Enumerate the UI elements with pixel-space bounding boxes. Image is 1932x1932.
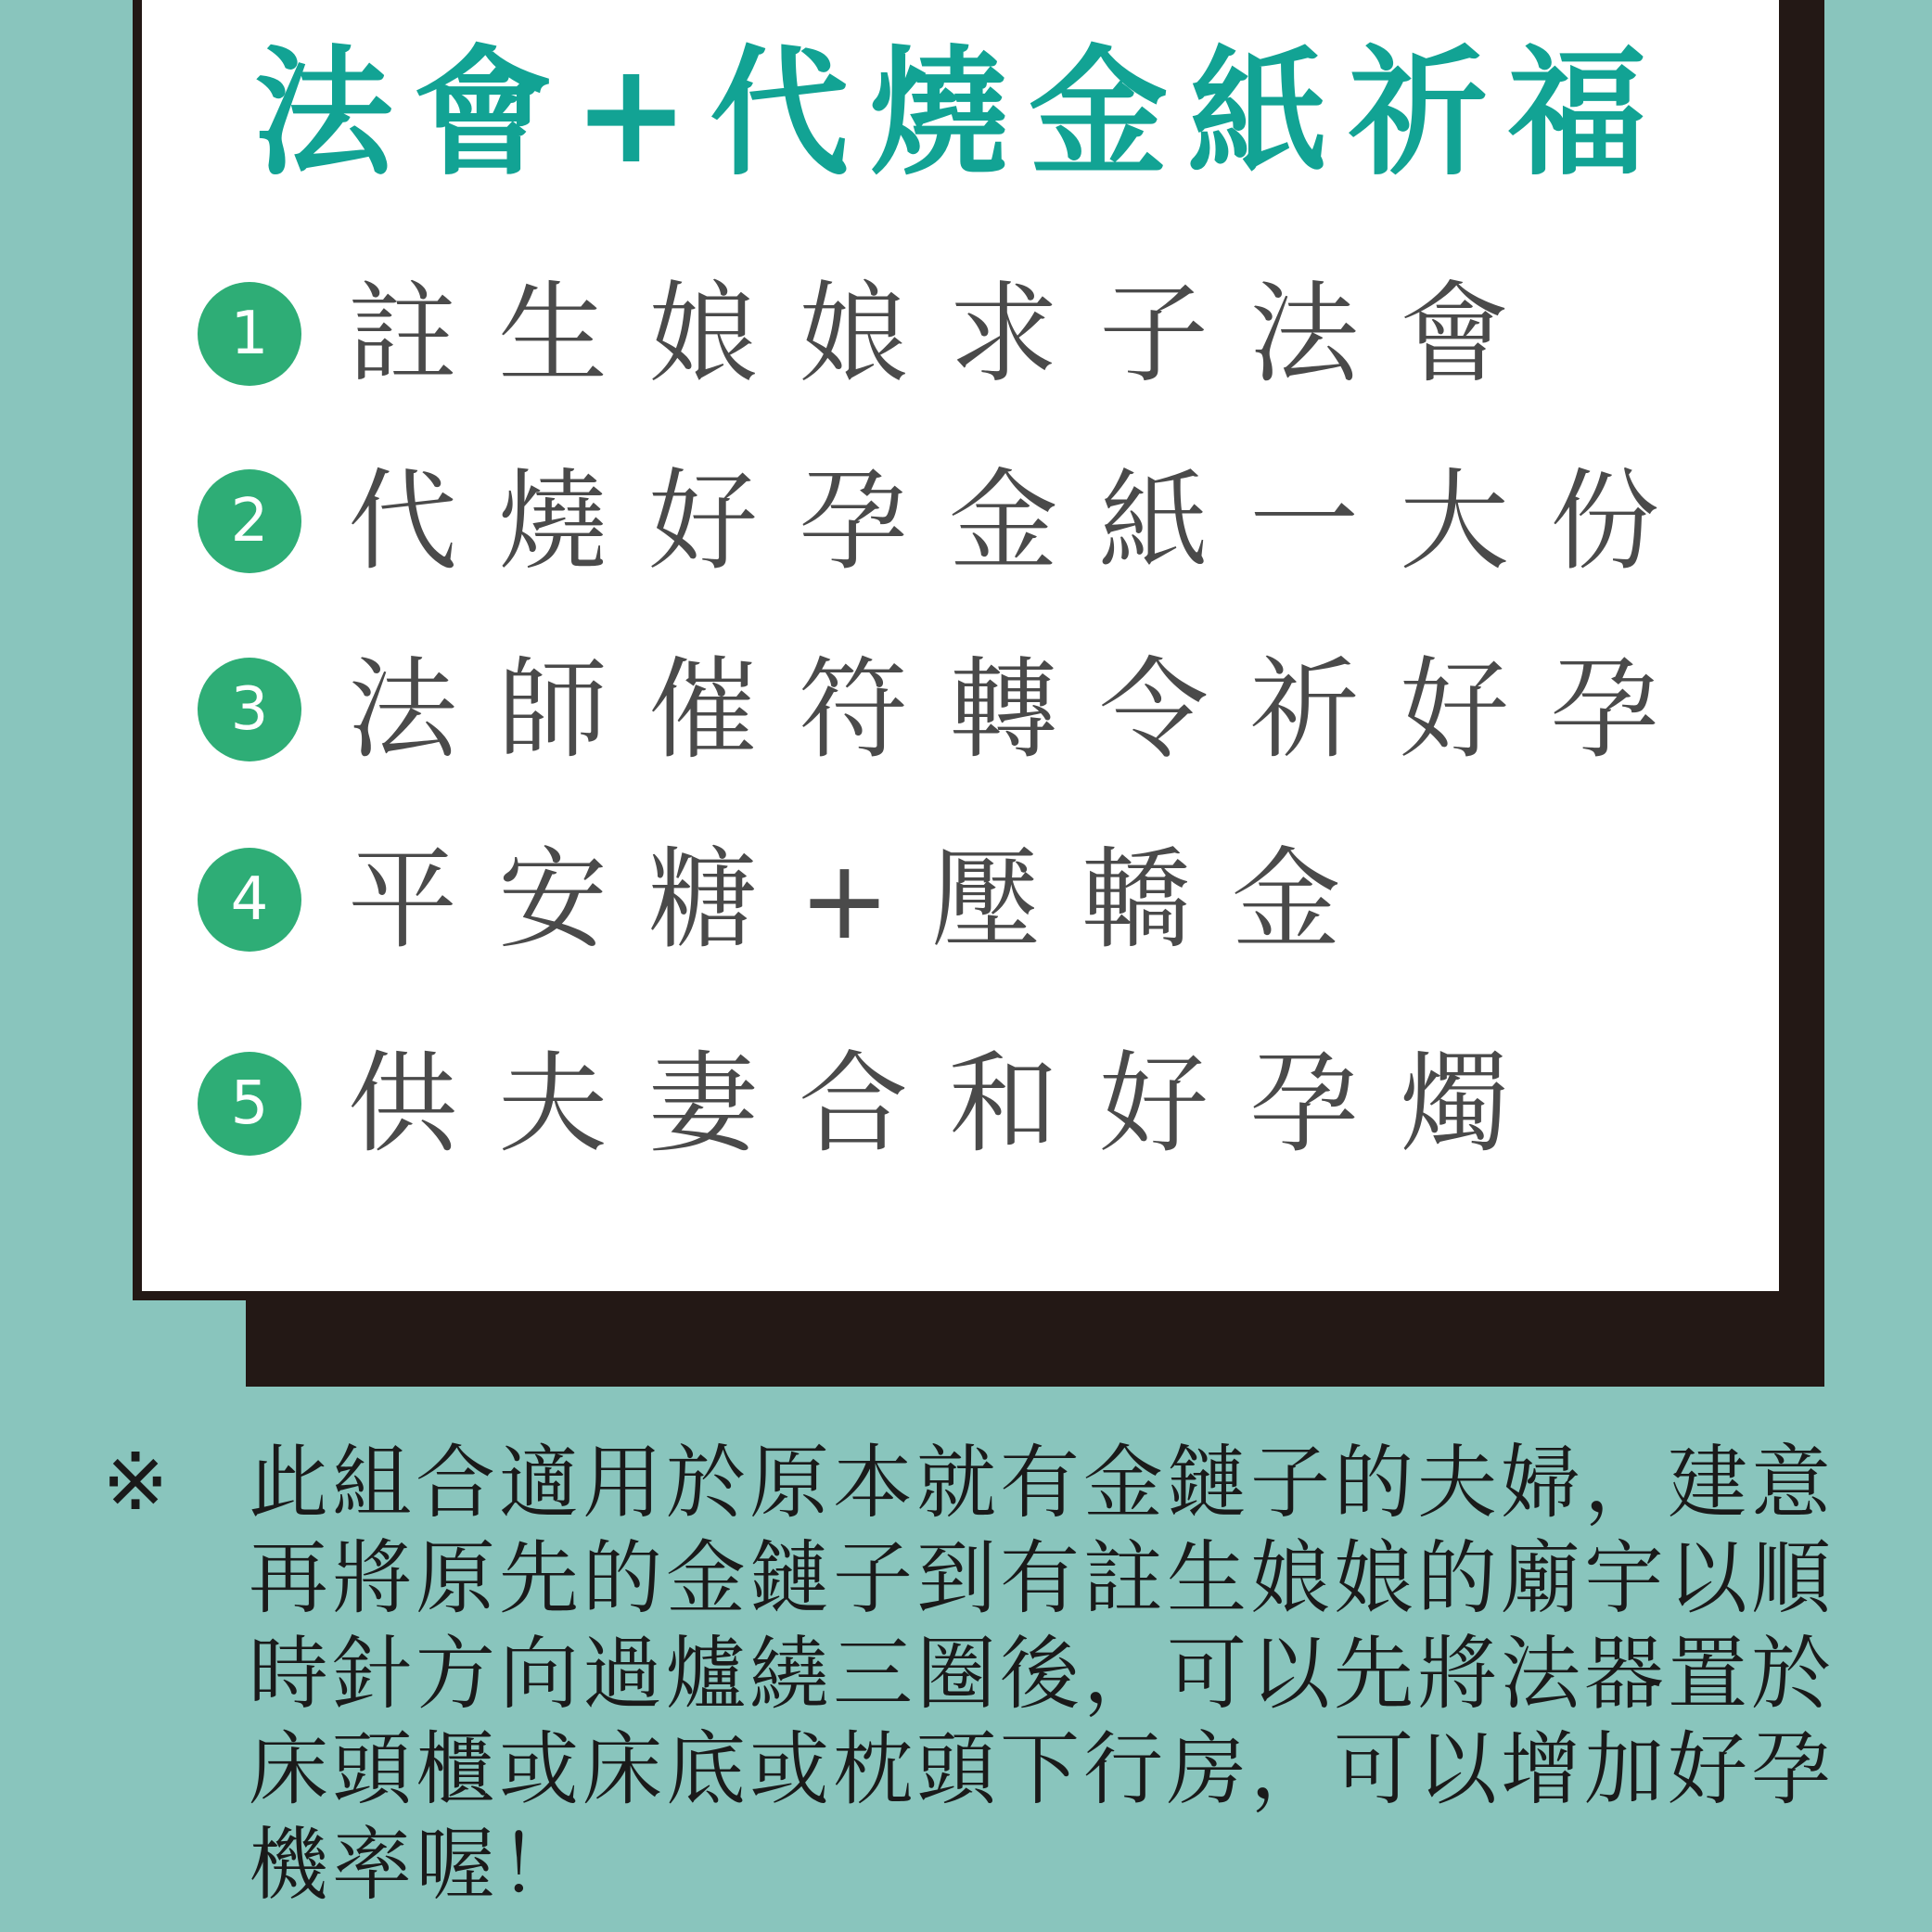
list-item-text: 平安糖+壓轎金 — [348, 836, 1382, 964]
note-text: 此組合適用於原本就有金鏈子的夫婦，建意再將原先的金鏈子到有註生娘娘的廟宇以順時針方向過爐繞三圈後，可以先將法器置於床頭櫃或床底或枕頭下行房，可以增加好孕機率喔！ — [249, 1437, 1835, 1912]
list-item-text: 供夫妻合和好孕燭 — [348, 1040, 1551, 1168]
number-badge: 3 — [198, 658, 301, 761]
number-badge: 2 — [198, 469, 301, 573]
reference-mark: ※ — [102, 1436, 170, 1529]
list-item — [198, 836, 1382, 964]
list-item — [198, 646, 1701, 774]
list-item — [198, 1040, 1551, 1168]
number-badge: 5 — [198, 1052, 301, 1156]
number-badge: 4 — [198, 848, 301, 952]
number-badge: 1 — [198, 282, 301, 386]
list-item-text: 註生娘娘求子法會 — [348, 270, 1551, 398]
list-item — [198, 270, 1551, 398]
list-item-text: 代燒好孕金紙一大份 — [348, 457, 1701, 585]
card-title: 法會+代燒金紙祈福 — [253, 33, 1668, 195]
list-item — [198, 457, 1701, 585]
list-item-text: 法師催符轉令祈好孕 — [348, 646, 1701, 774]
info-card — [133, 0, 1788, 1300]
